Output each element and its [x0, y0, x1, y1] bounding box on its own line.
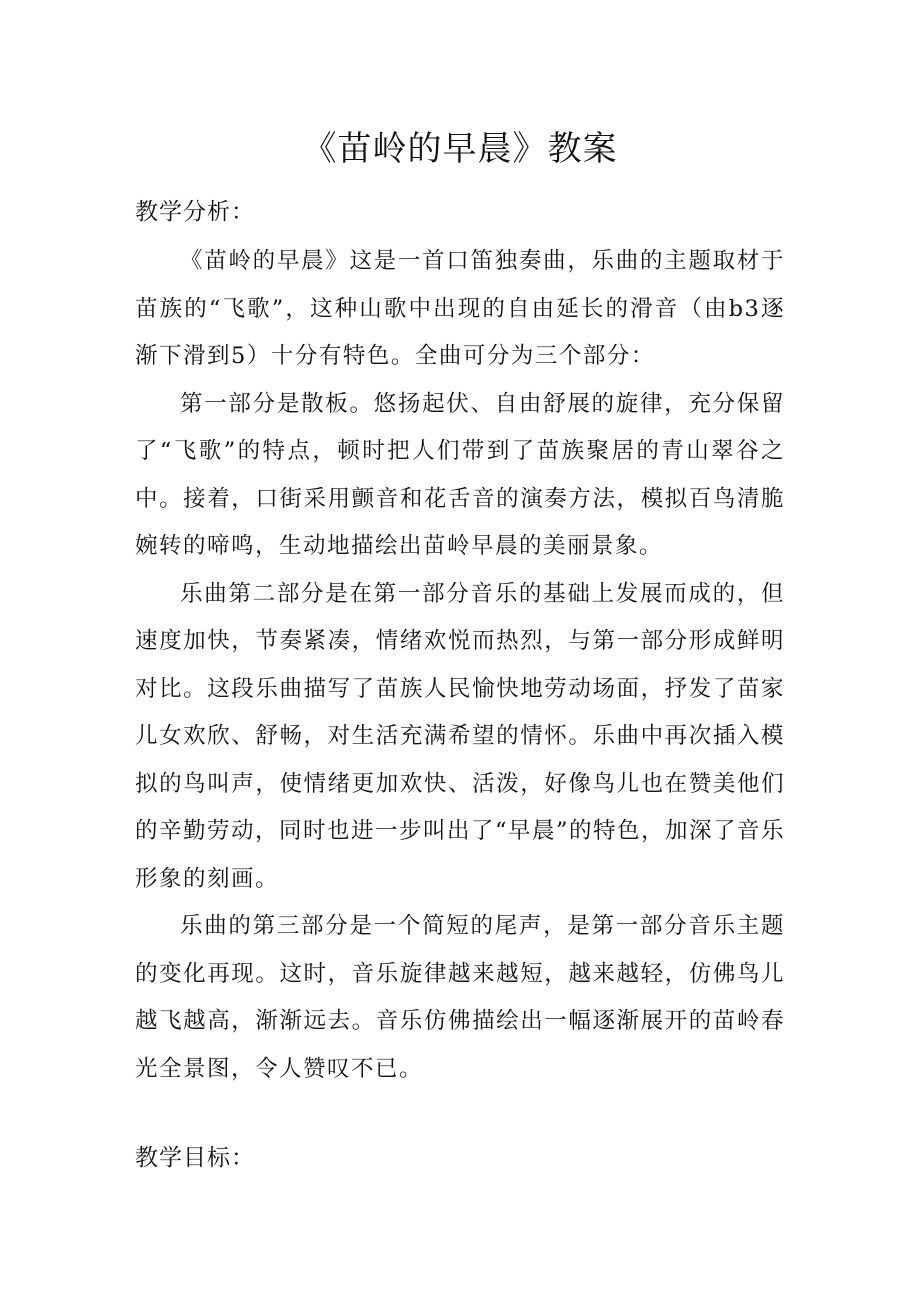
- section-heading-goals: 教学目标：: [135, 1145, 255, 1171]
- analysis-body: [135, 238, 785, 1093]
- paragraph-part-three: 乐曲的第三部分是一个简短的尾声，是第一部分音乐主题的变化再现。这时，音乐旋律越来越短，越来越轻，仿佛鸟儿越飞越高，渐渐远去。音乐仿佛描绘出一幅逐渐展开的苗岭春光全景图，令人赞叹不已。: [135, 913, 785, 1082]
- paragraph-part-two: 乐曲第二部分是在第一部分音乐的基础上发展而成的，但速度加快，节奏紧凑，情绪欢悦而热烈，与第一部分形成鲜明对比。这段乐曲描写了苗族人民愉快地劳动场面，抒发了苗家儿女欢欣、舒畅，对生活充满希望的情怀。乐曲中再次插入模拟的鸟叫声，使情绪更加欢快、活泼，好像鸟儿也在赞美他们的辛勤劳动，同时也进一步叫出了“早晨”的特色，加深了音乐形象的刻画。: [135, 580, 786, 892]
- section-heading-analysis: 教学分析：: [135, 199, 255, 225]
- paragraph-intro: 《苗岭的早晨》这是一首口笛独奏曲，乐曲的主题取材于苗族的“飞歌”，这种山歌中出现的自由延长的滑音（由b3逐渐下滑到5）十分有特色。全曲可分为三个部分：: [135, 248, 785, 369]
- paragraph-part-one: 第一部分是散板。悠扬起伏、自由舒展的旋律，充分保留了“飞歌”的特点，顿时把人们带到了苗族聚居的青山翠谷之中。接着，口街采用颤音和花舌音的演奏方法，模拟百鸟清脆婉转的啼鸣，生动地描绘出苗岭早晨的美丽景象。: [135, 390, 785, 559]
- document-title: 《苗岭的早晨》教案: [302, 129, 618, 169]
